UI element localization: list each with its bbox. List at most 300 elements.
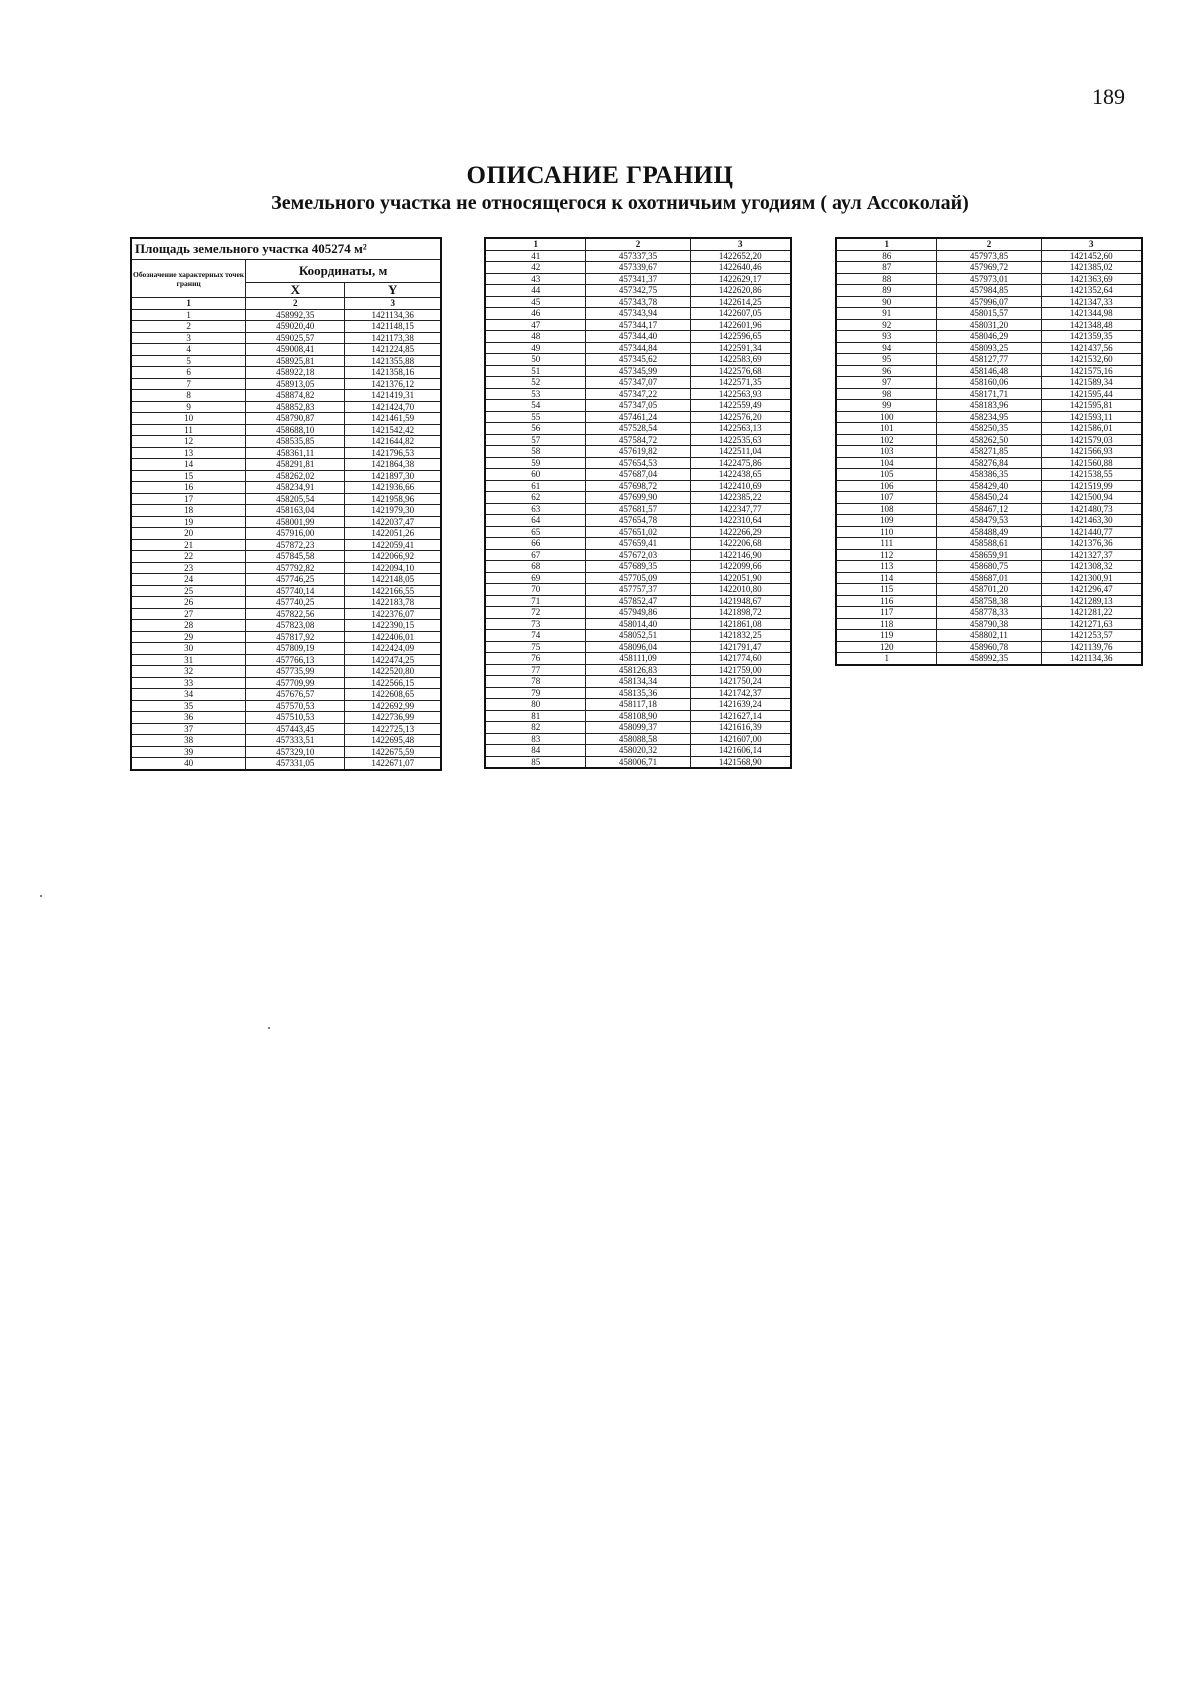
y-coordinate: 1422183,78 <box>345 597 441 609</box>
point-number: 7 <box>131 378 246 390</box>
table-row <box>131 413 441 425</box>
y-coordinate: 1421424,70 <box>345 401 441 413</box>
y-coordinate: 1421461,59 <box>345 413 441 425</box>
y-coordinate: 1421532,60 <box>1041 354 1142 366</box>
y-coordinate: 1422607,05 <box>690 308 791 320</box>
table-row <box>131 666 441 678</box>
point-number: 29 <box>131 631 246 643</box>
table-row <box>131 700 441 712</box>
page-number: 189 <box>1092 84 1125 109</box>
x-coordinate: 458015,57 <box>937 308 1041 320</box>
x-coordinate: 457845,58 <box>246 551 345 563</box>
y-coordinate: 1422652,20 <box>690 250 791 262</box>
y-coordinate: 1421296,47 <box>1041 584 1142 596</box>
y-coordinate: 1422601,96 <box>690 319 791 331</box>
point-number: 63 <box>485 503 586 515</box>
table-row <box>836 492 1142 504</box>
x-coordinate: 458802,11 <box>937 630 1041 642</box>
x-coordinate: 457872,23 <box>246 539 345 551</box>
point-number: 88 <box>836 273 937 285</box>
table-row <box>485 331 791 343</box>
point-number: 115 <box>836 584 937 596</box>
y-coordinate: 1421742,37 <box>690 687 791 699</box>
document-subtitle: Земельного участка не относящегося к охотничьим угодиям ( аул Ассоколай) <box>271 192 969 214</box>
table-row <box>836 641 1142 653</box>
point-number: 72 <box>485 607 586 619</box>
x-coordinate: 457570,53 <box>246 700 345 712</box>
point-number: 62 <box>485 492 586 504</box>
point-number: 71 <box>485 595 586 607</box>
x-coordinate: 458234,95 <box>937 411 1041 423</box>
table-row <box>836 618 1142 630</box>
table-row <box>485 423 791 435</box>
x-coordinate: 457329,10 <box>246 746 345 758</box>
coordinates-table-2 <box>484 237 792 769</box>
table-row <box>131 378 441 390</box>
x-coordinate: 458925,81 <box>246 355 345 367</box>
point-number: 20 <box>131 528 246 540</box>
point-number: 36 <box>131 712 246 724</box>
x-coordinate: 458687,01 <box>937 572 1041 584</box>
scan-speck <box>40 895 42 897</box>
column-number-row <box>131 298 441 310</box>
x-coordinate: 457344,40 <box>586 331 690 343</box>
point-number: 16 <box>131 482 246 494</box>
x-coordinate: 457822,56 <box>246 608 345 620</box>
coordinates-header: Координаты, м <box>246 260 441 283</box>
point-number: 110 <box>836 526 937 538</box>
point-number: 105 <box>836 469 937 481</box>
y-coordinate: 1421595,81 <box>1041 400 1142 412</box>
y-coordinate: 1422051,26 <box>345 528 441 540</box>
point-number: 56 <box>485 423 586 435</box>
point-number: 87 <box>836 262 937 274</box>
x-coordinate: 458276,84 <box>937 457 1041 469</box>
point-number: 54 <box>485 400 586 412</box>
x-coordinate: 458535,85 <box>246 436 345 448</box>
point-number: 116 <box>836 595 937 607</box>
table-row <box>485 308 791 320</box>
y-coordinate: 1422614,25 <box>690 296 791 308</box>
point-number: 64 <box>485 515 586 527</box>
x-coordinate: 457709,99 <box>246 677 345 689</box>
x-coordinate: 457766,13 <box>246 654 345 666</box>
table-row <box>836 388 1142 400</box>
table-row <box>485 354 791 366</box>
y-coordinate: 1421440,77 <box>1041 526 1142 538</box>
column-number: 3 <box>345 298 441 310</box>
y-coordinate: 1422166,55 <box>345 585 441 597</box>
table-row <box>485 595 791 607</box>
table-row <box>485 641 791 653</box>
y-coordinate: 1422206,68 <box>690 538 791 550</box>
table-row <box>131 539 441 551</box>
x-coordinate: 458163,04 <box>246 505 345 517</box>
y-coordinate: 1421134,36 <box>1041 653 1142 665</box>
x-coordinate: 457347,05 <box>586 400 690 412</box>
x-coordinate: 458134,34 <box>586 676 690 688</box>
y-coordinate: 1421644,82 <box>345 436 441 448</box>
point-number: 33 <box>131 677 246 689</box>
x-coordinate: 457746,25 <box>246 574 345 586</box>
point-number: 47 <box>485 319 586 331</box>
table-row <box>485 710 791 722</box>
y-coordinate: 1421979,30 <box>345 505 441 517</box>
point-number: 91 <box>836 308 937 320</box>
point-number: 9 <box>131 401 246 413</box>
table-row <box>131 459 441 471</box>
point-number: 1 <box>131 309 246 321</box>
table-row <box>131 758 441 770</box>
y-coordinate: 1421300,91 <box>1041 572 1142 584</box>
x-coordinate: 458922,18 <box>246 367 345 379</box>
y-coordinate: 1421948,67 <box>690 595 791 607</box>
table-row <box>836 434 1142 446</box>
y-coordinate: 1421148,15 <box>345 321 441 333</box>
y-coordinate: 1421519,99 <box>1041 480 1142 492</box>
x-coordinate: 458111,09 <box>586 653 690 665</box>
point-number: 31 <box>131 654 246 666</box>
x-coordinate: 458467,12 <box>937 503 1041 515</box>
point-number: 92 <box>836 319 937 331</box>
table-row <box>485 319 791 331</box>
x-coordinate: 458488,49 <box>937 526 1041 538</box>
x-coordinate: 458127,77 <box>937 354 1041 366</box>
point-number: 86 <box>836 250 937 262</box>
point-number: 19 <box>131 516 246 528</box>
x-coordinate: 457510,53 <box>246 712 345 724</box>
table-row <box>836 285 1142 297</box>
table-row <box>836 457 1142 469</box>
x-coordinate: 457689,35 <box>586 561 690 573</box>
point-number: 30 <box>131 643 246 655</box>
table-row <box>485 572 791 584</box>
column-number-row <box>836 238 1142 250</box>
x-coordinate: 457698,72 <box>586 480 690 492</box>
point-number: 5 <box>131 355 246 367</box>
y-coordinate: 1422051,90 <box>690 572 791 584</box>
x-coordinate: 457984,85 <box>937 285 1041 297</box>
point-number: 98 <box>836 388 937 400</box>
x-coordinate: 458659,91 <box>937 549 1041 561</box>
x-coordinate: 458386,35 <box>937 469 1041 481</box>
y-coordinate: 1421832,25 <box>690 630 791 642</box>
x-coordinate: 458680,75 <box>937 561 1041 573</box>
table-row <box>131 643 441 655</box>
x-coordinate: 457659,41 <box>586 538 690 550</box>
y-coordinate: 1421347,33 <box>1041 296 1142 308</box>
point-number: 25 <box>131 585 246 597</box>
x-coordinate: 458250,35 <box>937 423 1041 435</box>
y-coordinate: 1421861,08 <box>690 618 791 630</box>
x-coordinate: 458126,83 <box>586 664 690 676</box>
point-number: 83 <box>485 733 586 745</box>
x-coordinate: 457345,99 <box>586 365 690 377</box>
y-coordinate: 1421575,16 <box>1041 365 1142 377</box>
x-coordinate: 457344,84 <box>586 342 690 354</box>
x-coordinate: 457337,35 <box>586 250 690 262</box>
y-coordinate: 1421363,69 <box>1041 273 1142 285</box>
table-row <box>131 447 441 459</box>
table-row <box>485 469 791 481</box>
scan-speck <box>268 1027 270 1029</box>
table-row <box>131 470 441 482</box>
point-number: 40 <box>131 758 246 770</box>
y-coordinate: 1422725,13 <box>345 723 441 735</box>
table-row <box>485 285 791 297</box>
x-header: X <box>246 283 345 298</box>
y-coordinate: 1421348,48 <box>1041 319 1142 331</box>
table-row <box>836 584 1142 596</box>
x-coordinate: 458790,38 <box>937 618 1041 630</box>
table-row <box>131 585 441 597</box>
x-coordinate: 457343,78 <box>586 296 690 308</box>
table-row <box>485 342 791 354</box>
x-coordinate: 457461,24 <box>586 411 690 423</box>
y-coordinate: 1421224,85 <box>345 344 441 356</box>
point-number: 1 <box>836 653 937 665</box>
table-row <box>836 365 1142 377</box>
point-number: 96 <box>836 365 937 377</box>
y-coordinate: 1421538,55 <box>1041 469 1142 481</box>
x-coordinate: 458429,40 <box>937 480 1041 492</box>
y-coordinate: 1421560,88 <box>1041 457 1142 469</box>
x-coordinate: 457823,08 <box>246 620 345 632</box>
x-coordinate: 457347,07 <box>586 377 690 389</box>
table-row <box>131 321 441 333</box>
x-coordinate: 458688,10 <box>246 424 345 436</box>
table-row <box>131 344 441 356</box>
table-row <box>836 423 1142 435</box>
y-coordinate: 1421864,38 <box>345 459 441 471</box>
point-number: 117 <box>836 607 937 619</box>
point-number: 3 <box>131 332 246 344</box>
table-3-body <box>836 238 1142 665</box>
y-coordinate: 1421579,03 <box>1041 434 1142 446</box>
point-number: 4 <box>131 344 246 356</box>
point-number: 74 <box>485 630 586 642</box>
table-row <box>131 355 441 367</box>
table-row <box>836 446 1142 458</box>
point-number: 107 <box>836 492 937 504</box>
table-row <box>836 296 1142 308</box>
y-coordinate: 1421897,30 <box>345 470 441 482</box>
y-coordinate: 1421134,36 <box>345 309 441 321</box>
table-row <box>836 526 1142 538</box>
x-coordinate: 458778,33 <box>937 607 1041 619</box>
table-row <box>836 331 1142 343</box>
x-coordinate: 458099,37 <box>586 722 690 734</box>
x-coordinate: 457757,37 <box>586 584 690 596</box>
point-number: 44 <box>485 285 586 297</box>
table-1-body <box>131 298 441 770</box>
point-number: 119 <box>836 630 937 642</box>
point-number: 18 <box>131 505 246 517</box>
table-row <box>485 653 791 665</box>
point-number: 53 <box>485 388 586 400</box>
document-title: ОПИСАНИЕ ГРАНИЦ <box>466 162 734 189</box>
point-number: 39 <box>131 746 246 758</box>
point-number: 45 <box>485 296 586 308</box>
x-coordinate: 458234,91 <box>246 482 345 494</box>
point-number: 49 <box>485 342 586 354</box>
point-number: 27 <box>131 608 246 620</box>
y-coordinate: 1421253,57 <box>1041 630 1142 642</box>
point-number: 6 <box>131 367 246 379</box>
table-row <box>131 597 441 609</box>
land-area-label: Площадь земельного участка 405274 м² <box>131 238 441 260</box>
table-row <box>836 572 1142 584</box>
y-coordinate: 1422059,41 <box>345 539 441 551</box>
y-coordinate: 1421593,11 <box>1041 411 1142 423</box>
point-number: 78 <box>485 676 586 688</box>
x-coordinate: 457740,14 <box>246 585 345 597</box>
x-coordinate: 457654,53 <box>586 457 690 469</box>
point-number: 104 <box>836 457 937 469</box>
table-row <box>836 354 1142 366</box>
column-number: 1 <box>131 298 246 310</box>
x-coordinate: 458790,87 <box>246 413 345 425</box>
table-row <box>485 492 791 504</box>
x-coordinate: 457343,94 <box>586 308 690 320</box>
y-coordinate: 1421355,88 <box>345 355 441 367</box>
x-coordinate: 458960,78 <box>937 641 1041 653</box>
point-number: 106 <box>836 480 937 492</box>
table-row <box>485 457 791 469</box>
point-number: 48 <box>485 331 586 343</box>
table-row <box>485 515 791 527</box>
point-number: 24 <box>131 574 246 586</box>
x-coordinate: 458020,32 <box>586 745 690 757</box>
point-number: 118 <box>836 618 937 630</box>
y-coordinate: 1422563,13 <box>690 423 791 435</box>
table-row <box>131 309 441 321</box>
point-number: 26 <box>131 597 246 609</box>
x-coordinate: 458588,61 <box>937 538 1041 550</box>
x-coordinate: 458088,58 <box>586 733 690 745</box>
y-coordinate: 1421327,37 <box>1041 549 1142 561</box>
x-coordinate: 458874,82 <box>246 390 345 402</box>
table-row <box>485 722 791 734</box>
y-coordinate: 1421607,00 <box>690 733 791 745</box>
table-2-body <box>485 238 791 768</box>
x-coordinate: 457792,82 <box>246 562 345 574</box>
y-coordinate: 1421385,02 <box>1041 262 1142 274</box>
y-coordinate: 1422563,93 <box>690 388 791 400</box>
y-coordinate: 1421606,14 <box>690 745 791 757</box>
y-coordinate: 1422146,90 <box>690 549 791 561</box>
point-number: 57 <box>485 434 586 446</box>
x-coordinate: 457676,57 <box>246 689 345 701</box>
table-row <box>131 677 441 689</box>
y-coordinate: 1422099,66 <box>690 561 791 573</box>
table-row <box>131 390 441 402</box>
y-coordinate: 1422410,69 <box>690 480 791 492</box>
point-number: 50 <box>485 354 586 366</box>
y-coordinate: 1422148,05 <box>345 574 441 586</box>
table-row <box>485 699 791 711</box>
point-number: 42 <box>485 262 586 274</box>
coordinates-table-3 <box>835 237 1143 666</box>
y-coordinate: 1421173,38 <box>345 332 441 344</box>
x-coordinate: 458096,04 <box>586 641 690 653</box>
table-row <box>131 505 441 517</box>
y-coordinate: 1421796,53 <box>345 447 441 459</box>
point-number: 13 <box>131 447 246 459</box>
column-number: 3 <box>1041 238 1142 250</box>
y-coordinate: 1422583,69 <box>690 354 791 366</box>
table-row <box>485 365 791 377</box>
column-number-row <box>485 238 791 250</box>
x-coordinate: 457584,72 <box>586 434 690 446</box>
point-number: 15 <box>131 470 246 482</box>
y-coordinate: 1421358,16 <box>345 367 441 379</box>
x-coordinate: 458992,35 <box>937 653 1041 665</box>
point-number: 8 <box>131 390 246 402</box>
x-coordinate: 458992,35 <box>246 309 345 321</box>
x-coordinate: 458171,71 <box>937 388 1041 400</box>
table-row <box>836 653 1142 665</box>
table-row <box>485 480 791 492</box>
x-coordinate: 457654,78 <box>586 515 690 527</box>
table-row <box>485 756 791 768</box>
table-row <box>485 618 791 630</box>
y-coordinate: 1422385,22 <box>690 492 791 504</box>
point-number: 75 <box>485 641 586 653</box>
y-coordinate: 1422566,15 <box>345 677 441 689</box>
y-coordinate: 1422424,09 <box>345 643 441 655</box>
x-coordinate: 457735,99 <box>246 666 345 678</box>
table-row <box>131 735 441 747</box>
table-row <box>131 608 441 620</box>
y-coordinate: 1422736,99 <box>345 712 441 724</box>
y-coordinate: 1422390,15 <box>345 620 441 632</box>
x-coordinate: 457651,02 <box>586 526 690 538</box>
table-row <box>836 515 1142 527</box>
y-coordinate: 1421344,98 <box>1041 308 1142 320</box>
table-row <box>485 687 791 699</box>
x-coordinate: 457681,57 <box>586 503 690 515</box>
table-row <box>485 733 791 745</box>
table-row <box>836 469 1142 481</box>
table-row <box>131 712 441 724</box>
y-coordinate: 1421463,30 <box>1041 515 1142 527</box>
y-coordinate: 1421568,90 <box>690 756 791 768</box>
y-coordinate: 1421437,56 <box>1041 342 1142 354</box>
point-number: 100 <box>836 411 937 423</box>
y-coordinate: 1422474,25 <box>345 654 441 666</box>
table-row <box>131 723 441 735</box>
y-coordinate: 1422037,47 <box>345 516 441 528</box>
point-number: 85 <box>485 756 586 768</box>
x-coordinate: 457916,00 <box>246 528 345 540</box>
column-number: 1 <box>836 238 937 250</box>
designation-header: Обозначение характерных точек границ <box>131 260 246 298</box>
table-row <box>836 480 1142 492</box>
x-coordinate: 458046,29 <box>937 331 1041 343</box>
x-coordinate: 458001,99 <box>246 516 345 528</box>
x-coordinate: 458913,05 <box>246 378 345 390</box>
y-coordinate: 1422094,10 <box>345 562 441 574</box>
y-coordinate: 1421281,22 <box>1041 607 1142 619</box>
point-number: 51 <box>485 365 586 377</box>
point-number: 114 <box>836 572 937 584</box>
x-coordinate: 457973,85 <box>937 250 1041 262</box>
y-coordinate: 1422010,80 <box>690 584 791 596</box>
table-row <box>485 262 791 274</box>
y-coordinate: 1421774,60 <box>690 653 791 665</box>
x-coordinate: 458117,18 <box>586 699 690 711</box>
